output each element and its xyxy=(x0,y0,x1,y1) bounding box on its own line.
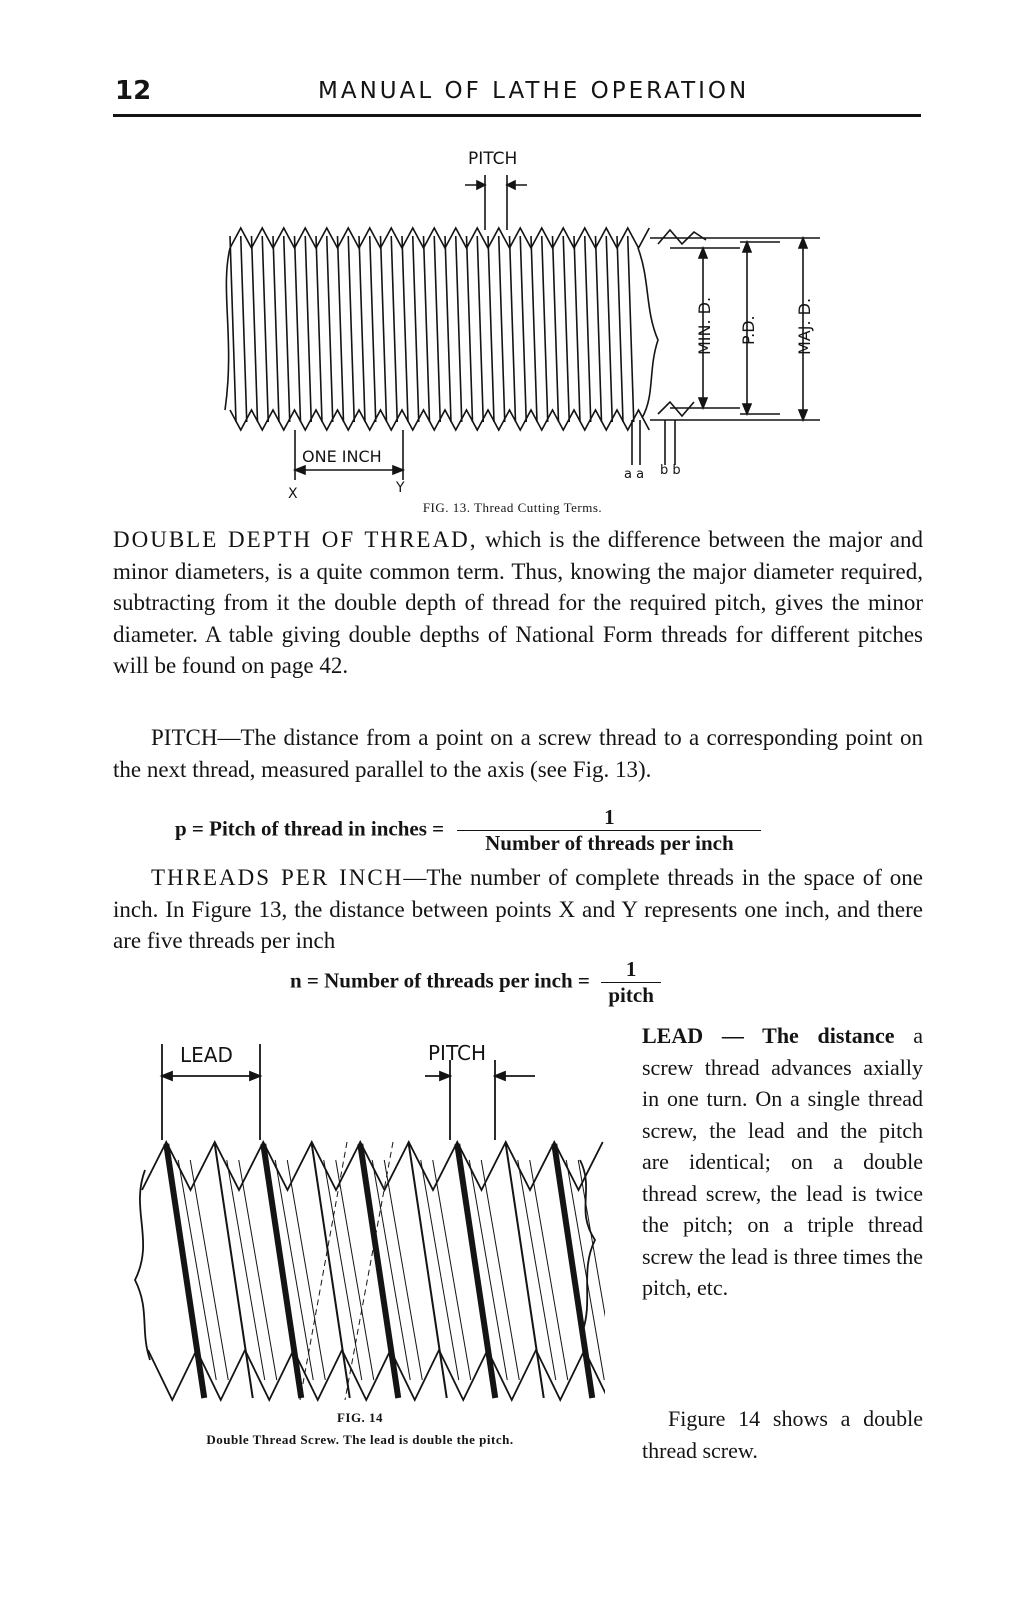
thread-flank-line xyxy=(327,236,333,422)
fig13-p-d-label: P.D. xyxy=(739,315,758,345)
thread-left-end xyxy=(225,248,230,410)
thread-crest-line xyxy=(506,1144,544,1398)
thread-flank-line xyxy=(316,236,322,422)
formula-threads-numerator: 1 xyxy=(601,957,661,983)
thread-flank-line xyxy=(295,236,301,422)
figure-14-double-thread xyxy=(125,1030,605,1420)
fig13-x-label: X xyxy=(288,486,298,502)
thread-flank-line xyxy=(531,236,537,422)
thread-flank-line xyxy=(606,236,612,422)
fig13-caption-number: FIG. 13. xyxy=(422,500,471,515)
thread-flank-line xyxy=(520,236,526,422)
fig14-pitch-label: PITCH xyxy=(428,1041,487,1065)
thread-crest-line xyxy=(166,1144,204,1398)
fig13-b-label: b b xyxy=(660,463,681,478)
thread-flank-line xyxy=(391,236,397,422)
formula-threads-denominator: pitch xyxy=(608,983,654,1007)
thread-crest-line xyxy=(457,1144,495,1398)
fig13-caption-text: Thread Cutting Terms. xyxy=(474,500,603,515)
thread-crest-line xyxy=(409,1144,447,1398)
fig13-a-label: a a xyxy=(624,467,645,482)
thread-flank-line xyxy=(284,236,290,422)
thread-flank-line xyxy=(467,236,473,422)
thread-flank-line xyxy=(563,236,569,422)
thread-flank-line xyxy=(359,236,365,422)
thread-flank-line xyxy=(456,236,462,422)
paragraph-figure-14: Figure 14 shows a double thread screw. xyxy=(642,1406,923,1463)
formula-pitch-fraction xyxy=(457,805,761,856)
figure-13-caption xyxy=(0,500,1025,516)
thread-flank-line xyxy=(596,236,602,422)
thread-flank-line xyxy=(445,236,451,422)
thread-flank-line xyxy=(477,236,483,422)
paragraph-double-depth xyxy=(113,524,923,682)
thread-flank-line xyxy=(488,236,494,422)
paragraph-threads-per-inch xyxy=(113,862,923,957)
running-header: MANUAL OF LATHE OPERATION xyxy=(318,78,750,104)
figure-14-caption-text: Double Thread Screw. The lead is double the pitch. xyxy=(206,1432,514,1447)
thread-flank-line xyxy=(230,236,236,422)
fig13-min-d-label: MIN. D. xyxy=(695,296,714,355)
thread-flank-line xyxy=(617,236,623,422)
header-rule xyxy=(113,114,921,117)
thread-flank-line xyxy=(424,236,430,422)
formula-pitch-lhs: p = Pitch of thread in inches = xyxy=(175,816,445,841)
formula-pitch-denominator: Number of threads per inch xyxy=(485,831,734,855)
thread-flank-line xyxy=(262,236,268,422)
thread-crest-line xyxy=(360,1144,398,1398)
page-number: 12 xyxy=(115,76,152,106)
thread-flank-line xyxy=(305,236,311,422)
thread-crest-line xyxy=(312,1144,350,1398)
formula-threads-lhs: n = Number of threads per inch = xyxy=(290,968,590,993)
thread-flank-line xyxy=(338,236,344,422)
thread-flank-line xyxy=(370,236,376,422)
formula-threads xyxy=(290,957,661,1008)
thread-flank-line xyxy=(553,236,559,422)
term-double-depth: DOUBLE DEPTH OF THREAD, xyxy=(113,527,478,552)
thread-flank-line xyxy=(252,236,258,422)
fig13-y-label: Y xyxy=(396,480,405,496)
term-pitch: PITCH xyxy=(151,725,218,750)
paragraph-pitch-text: —The distance from a point on a screw thread to a corresponding point on the next thread, measured parallel to the axis (see Fig. 13). xyxy=(113,725,923,782)
thread-flank-line xyxy=(585,236,591,422)
fig14-lead-label: LEAD xyxy=(180,1043,233,1067)
figure-13-thread-terms xyxy=(180,140,840,510)
paragraph-pitch xyxy=(113,722,923,785)
term-threads-per-inch: THREADS PER INCH xyxy=(151,865,404,890)
thread-flank-line xyxy=(542,236,548,422)
fig13-maj-d-label: MAJ. D. xyxy=(795,297,814,355)
paragraph-lead xyxy=(642,1020,923,1304)
formula-threads-fraction xyxy=(601,957,661,1008)
thread-flank-line xyxy=(402,236,408,422)
formula-pitch-numerator: 1 xyxy=(457,805,761,831)
thread-crest-line xyxy=(215,1144,253,1398)
thread-flank-line xyxy=(510,236,516,422)
thread-flank-line xyxy=(499,236,505,422)
figure-14-caption-number: FIG. 14 xyxy=(336,1410,384,1425)
fig13-one-inch-label: ONE INCH xyxy=(302,447,382,466)
paragraph-double-depth-text: which is the difference between the major and minor diameters, is a quite common term. Thus, knowing the major diameter required, subtracting from it the double depth of thread for the required pitch, gives the minor diameter. A table giving double depths of National Form threads for different pitches will be found on page 42. xyxy=(113,527,924,678)
thread-crest-line xyxy=(263,1144,301,1398)
fig13-pitch-label: PITCH xyxy=(468,149,518,169)
thread-flank-line xyxy=(434,236,440,422)
thread-flank-line xyxy=(381,236,387,422)
thread-flank-line xyxy=(628,236,634,422)
paragraph-lead-text: a screw thread advances axially in one turn. On a single thread screw, the lead and the pitch are identical; on a double thread screw, the lead is twice the pitch; on a triple thread screw the lead is three times the pitch, etc. xyxy=(642,1023,924,1300)
thread-flank-line xyxy=(273,236,279,422)
thread-flank-line xyxy=(413,236,419,422)
thread-flank-line xyxy=(574,236,580,422)
thread-flank-line xyxy=(241,236,247,422)
formula-pitch xyxy=(175,805,761,856)
paragraph-threads-per-inch-text: —The number of complete threads in the space of one inch. In Figure 13, the distance between points X and Y represents one inch, and there are five threads per inch xyxy=(113,865,923,953)
term-lead: LEAD — The distance xyxy=(642,1023,895,1048)
thread-flank-line xyxy=(348,236,354,422)
